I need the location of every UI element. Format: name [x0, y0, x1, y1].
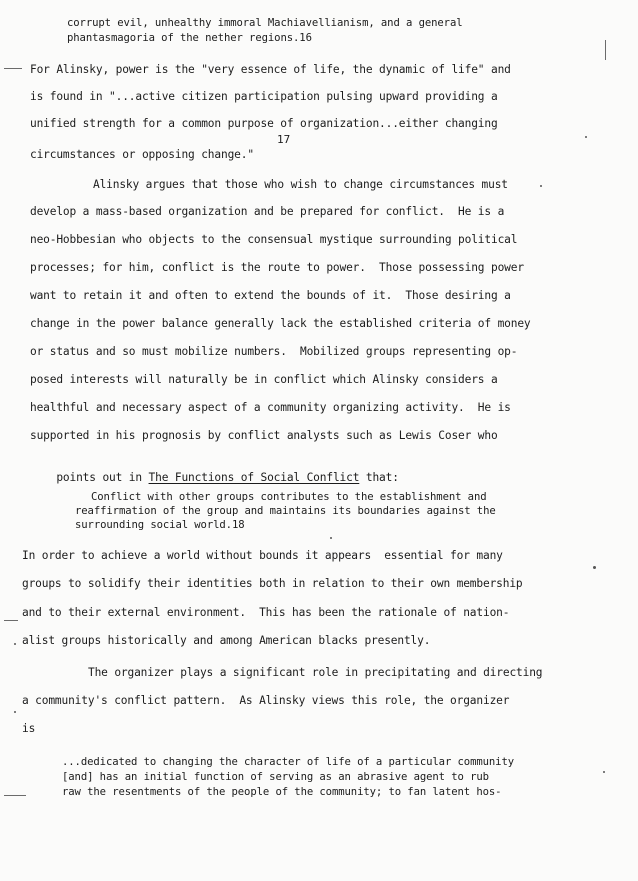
text-line: corrupt evil, unhealthy immoral Machiavellianism, and a general — [67, 17, 463, 29]
text-line: phantasmagoria of the nether regions.16 — [67, 32, 312, 44]
text-line: Alinsky argues that those who wish to change circumstances must — [93, 178, 508, 191]
scan-speck — [540, 185, 542, 187]
text-line: or status and so must mobilize numbers. Mobilized groups representing op- — [30, 345, 518, 358]
footnote-marker: 17 — [277, 133, 291, 146]
scan-speck — [593, 566, 596, 569]
text-line: alist groups historically and among American blacks presently. — [22, 634, 431, 647]
text-line: ...dedicated to changing the character of life of a particular community — [62, 756, 515, 768]
text-line: is — [22, 722, 36, 735]
scan-mark — [4, 68, 22, 69]
scan-speck — [603, 771, 605, 773]
text-line: In order to achieve a world without bounds it appears essential for many — [22, 549, 503, 562]
scan-speck — [585, 136, 587, 138]
text-line: healthful and necessary aspect of a community organizing activity. He is — [30, 401, 511, 414]
text-line: a community's conflict pattern. As Alinsky views this role, the organizer — [22, 694, 510, 707]
text-line: change in the power balance generally lack the established criteria of money — [30, 317, 531, 330]
text-line: and to their external environment. This has been the rationale of nation- — [22, 606, 510, 619]
text-line: is found in "...active citizen participation pulsing upward providing a — [30, 90, 498, 103]
scan-speck — [14, 711, 16, 713]
scan-speck — [330, 537, 332, 539]
text-line: raw the resentments of the people of the community; to fan latent hos- — [62, 786, 502, 798]
text-line: develop a mass-based organization and be prepared for conflict. He is a — [30, 205, 505, 218]
text-line: circumstances or opposing change." — [30, 148, 254, 161]
text-line: reaffirmation of the group and maintains its boundaries against the — [75, 505, 496, 517]
scan-speck — [14, 643, 16, 645]
text-line: groups to solidify their identities both in relation to their own membership — [22, 577, 523, 590]
text-line: For Alinsky, power is the "very essence of life, the dynamic of life" and — [30, 63, 511, 76]
text-line: The organizer plays a significant role in precipitating and directing — [88, 666, 543, 679]
text-line: supported in his prognosis by conflict analysts such as Lewis Coser who — [30, 429, 498, 442]
text-line: surrounding social world.18 — [75, 519, 245, 531]
text-segment: that: — [359, 471, 399, 484]
text-segment: points out in — [56, 471, 149, 484]
text-line: neo-Hobbesian who objects to the consensual mystique surrounding political — [30, 233, 518, 246]
text-line: Conflict with other groups contributes to the establishment and — [91, 491, 487, 503]
text-line: posed interests will naturally be in conflict which Alinsky considers a — [30, 373, 498, 386]
scan-mark — [4, 795, 26, 796]
text-line: unified strength for a common purpose of organization...either changing — [30, 117, 498, 130]
scan-mark — [605, 40, 606, 60]
text-line: [and] has an initial function of serving as an abrasive agent to rub — [62, 771, 489, 783]
text-line: processes; for him, conflict is the route to power. Those possessing power — [30, 261, 524, 274]
scan-mark — [4, 620, 18, 621]
book-title: The Functions of Social Conflict — [148, 471, 360, 484]
text-line: want to retain it and often to extend the bounds of it. Those desiring a — [30, 289, 511, 302]
